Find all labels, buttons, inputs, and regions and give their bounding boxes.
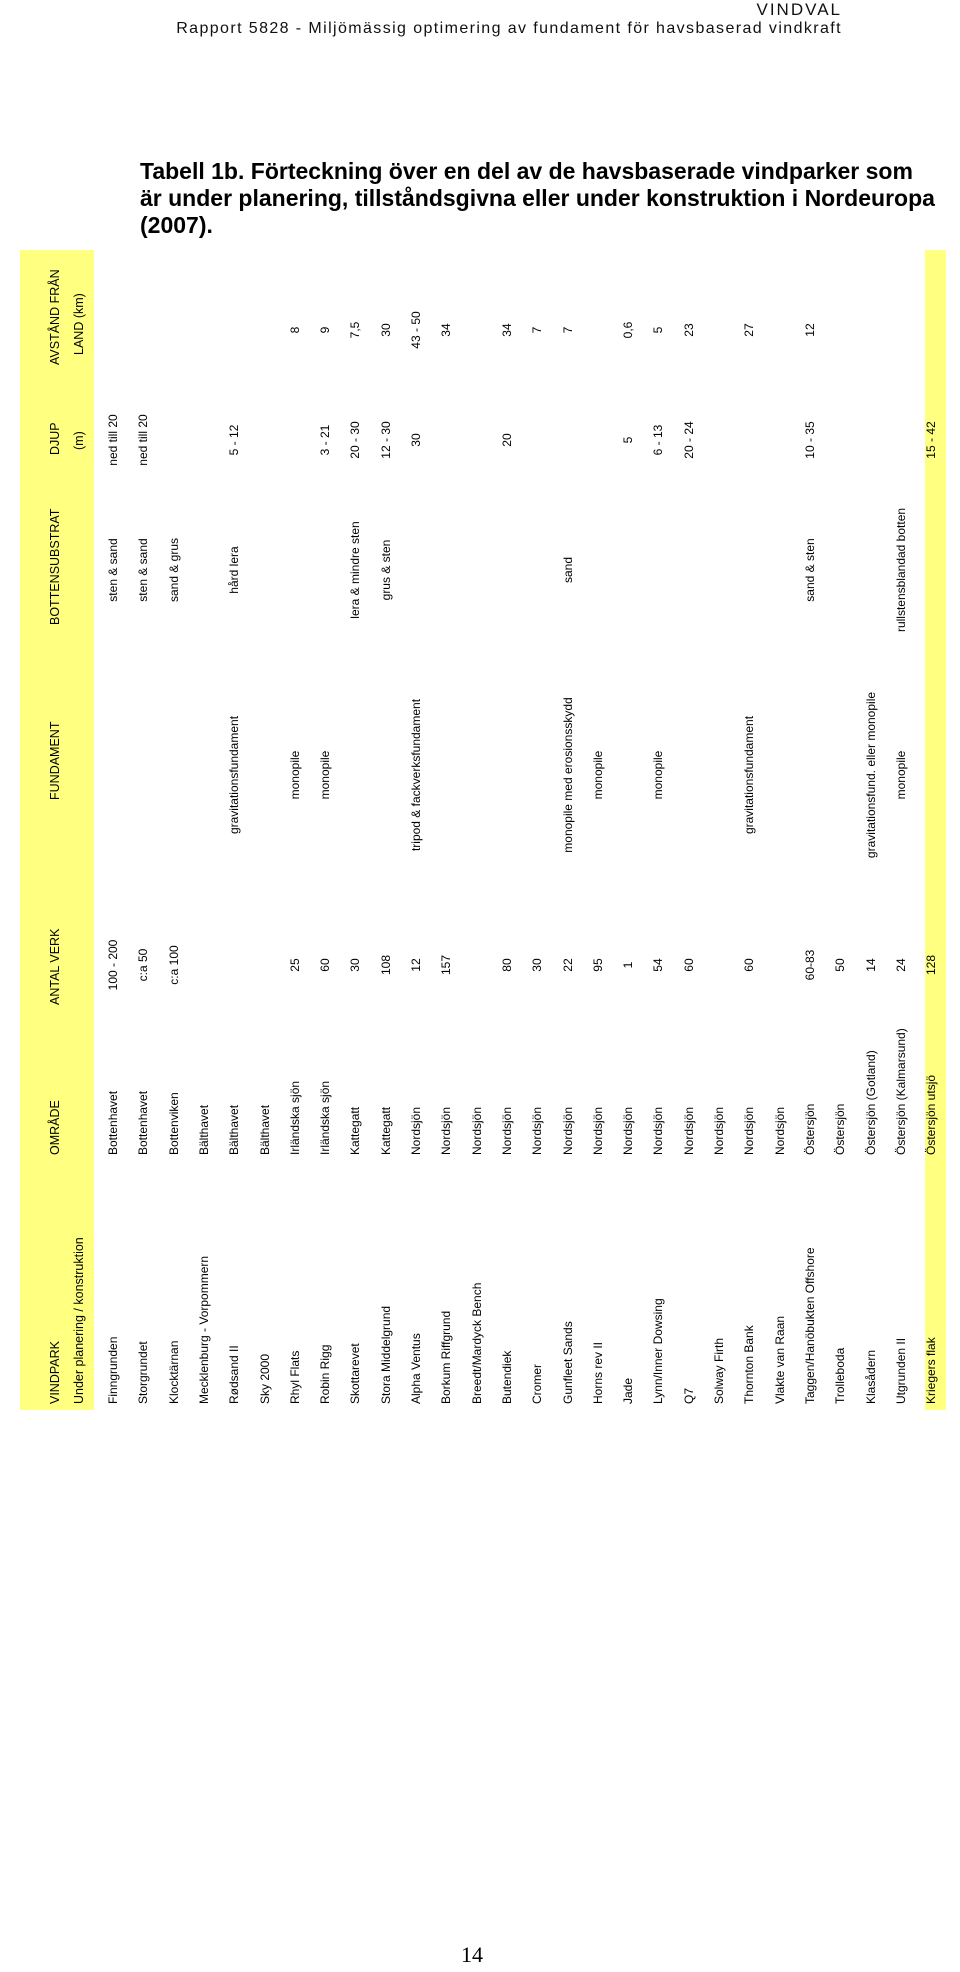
area-cell: Nordsjön [742, 1106, 757, 1155]
distance-cell: 5 [651, 326, 666, 334]
substrate-cell: rullstensblandad botten [893, 507, 908, 633]
substrate-cell: sand & grus [166, 537, 181, 603]
turbines-cell: 80 [499, 958, 514, 972]
substrate-cell: sand & sten [802, 538, 817, 602]
table-row [221, 250, 251, 1410]
park-cell: Finngrunden [106, 1336, 120, 1404]
foundation-cell: monopile med erosionsskydd [560, 697, 575, 853]
area-cell: Nordsjön [469, 1106, 484, 1155]
rotated-table [20, 250, 946, 1410]
area-cell: Bottenhavet [106, 1090, 120, 1155]
park-cell: Thornton Bank [742, 1325, 757, 1404]
park-cell: Rhyl Flats [287, 1350, 302, 1404]
turbines-cell: 25 [287, 958, 302, 972]
depth-cell: 20 [499, 433, 514, 447]
area-cell: Nordsjön [560, 1106, 575, 1155]
substrate-cell: sten & sand [136, 538, 151, 602]
table-row [373, 250, 403, 1410]
distance-cell: 0,6 [621, 321, 636, 339]
turbines-cell: 157 [439, 954, 454, 976]
park-cell: Sky 2000 [257, 1353, 272, 1404]
turbines-cell: c:a 50 [136, 948, 151, 982]
table-row [464, 250, 494, 1410]
park-cell: Klasådern [863, 1349, 878, 1404]
table-row [767, 250, 797, 1410]
distance-cell: 9 [318, 326, 333, 334]
depth-cell: 5 - 12 [227, 424, 242, 456]
table-row [676, 250, 706, 1410]
col-header-turbines: ANTAL VERK [48, 928, 62, 1005]
park-cell: Borkum Riffgrund [439, 1310, 454, 1404]
turbines-cell: 108 [378, 954, 393, 976]
area-cell: Bottenhavet [136, 1090, 151, 1155]
page-number: 14 [461, 1942, 483, 1967]
area-cell: Nordsjön [772, 1106, 787, 1155]
table-row [191, 250, 221, 1410]
park-cell: Butendiek [499, 1350, 514, 1404]
depth-cell: 20 - 24 [681, 421, 696, 459]
col-header-park: VINDPARK [48, 1341, 62, 1404]
col-header-distance: AVSTÅND FRÅN [48, 269, 62, 365]
table-row [888, 250, 918, 1410]
substrate-cell: sten & sand [106, 538, 120, 602]
area-cell: Östersjön [802, 1103, 817, 1155]
area-cell: Irländska sjön [287, 1080, 302, 1155]
table-row [645, 250, 675, 1410]
park-cell: Jade [621, 1377, 636, 1404]
distance-cell: 7,5 [348, 321, 363, 339]
depth-cell: 30 [409, 433, 423, 447]
park-cell: Solway Firth [712, 1337, 726, 1404]
col-header-substrate: BOTTENSUBSTRAT [48, 508, 62, 625]
distance-cell: 23 [681, 323, 696, 337]
table-row [555, 250, 585, 1410]
area-cell: Östersjön (Kalmarsund) [893, 1028, 908, 1155]
table-row [100, 250, 130, 1410]
foundation-cell: monopile [893, 750, 908, 800]
area-cell: Östersjön [833, 1103, 848, 1155]
distance-cell: 34 [499, 323, 514, 337]
area-cell: Nordsjön [530, 1106, 545, 1155]
col-header-foundation: FUNDAMENT [48, 721, 62, 800]
table-row [403, 250, 433, 1410]
area-cell: Irländska sjön [318, 1080, 333, 1155]
turbines-cell: 1 [621, 961, 636, 969]
park-cell: Q7 [681, 1387, 696, 1404]
turbines-cell: 60-83 [802, 949, 817, 981]
area-cell: Nordsjön [590, 1106, 605, 1155]
turbines-cell: 24 [893, 958, 908, 972]
depth-cell: 12 - 30 [378, 421, 393, 459]
turbines-cell: 22 [560, 958, 575, 972]
foundation-cell: tripod & fackverksfundament [409, 698, 423, 852]
table-row [252, 250, 282, 1410]
turbines-cell: 54 [651, 958, 666, 972]
table-row [615, 250, 645, 1410]
table-row [282, 250, 312, 1410]
park-cell: Horns rev II [590, 1341, 605, 1404]
col-header-area: OMRÅDE [48, 1100, 62, 1155]
area-cell: Nordsjön [712, 1106, 726, 1155]
table-row [130, 250, 160, 1410]
park-cell: Cromer [530, 1363, 545, 1404]
table-row [524, 250, 554, 1410]
turbines-cell: 50 [833, 958, 848, 972]
distance-cell: 30 [378, 323, 393, 337]
park-cell: Lynn/Inner Dowsing [651, 1298, 666, 1404]
table-row [858, 250, 888, 1410]
turbines-cell: 30 [348, 958, 363, 972]
depth-cell: 10 - 35 [802, 421, 817, 459]
table-row [494, 250, 524, 1410]
distance-cell: 7 [530, 326, 545, 334]
depth-cell: ned till 20 [136, 414, 151, 466]
table-row [706, 250, 736, 1410]
park-cell: Stora Middelgrund [378, 1305, 393, 1404]
turbines-cell: 30 [530, 958, 545, 972]
park-cell: Breedt/Mardyck Bench [469, 1282, 484, 1404]
report-title: Rapport 5828 - Miljömässig optimering av fundament för havsbaserad vindkraft [176, 20, 842, 37]
park-cell: Robin Rigg [318, 1344, 333, 1404]
col-header-distance-unit: LAND (km) [72, 293, 86, 355]
park-cell: Klocktärnan [166, 1340, 181, 1404]
park-cell: Gunfleet Sands [560, 1321, 575, 1404]
table-row [736, 250, 766, 1410]
foundation-cell: gravitationsfund. eller monopile [863, 691, 878, 859]
foundation-cell: monopile [287, 750, 302, 800]
foundation-cell: monopile [590, 750, 605, 800]
area-cell: Nordsjön [439, 1106, 454, 1155]
turbines-cell: 60 [318, 958, 333, 972]
substrate-cell: grus & sten [378, 539, 393, 601]
table-row [797, 250, 827, 1410]
area-cell: Bottenviken [166, 1092, 181, 1155]
col-header-depth-unit: (m) [72, 431, 86, 450]
area-cell: Kattegatt [378, 1106, 393, 1155]
section-label: Under planering / konstruktion [72, 1237, 86, 1404]
distance-cell: 43 - 50 [409, 311, 423, 349]
area-cell: Nordsjön [651, 1106, 666, 1155]
park-cell: Rødsand II [227, 1345, 242, 1404]
park-cell: Mecklenburg - Vorpommern [196, 1255, 211, 1404]
park-cell: Kriegers flak [924, 1337, 939, 1404]
distance-cell: 34 [439, 323, 454, 337]
turbines-cell: 60 [681, 958, 696, 972]
area-cell: Bälthavet [196, 1104, 211, 1155]
table-row [342, 250, 372, 1410]
foundation-cell: monopile [318, 750, 333, 800]
area-cell: Nordsjön [499, 1106, 514, 1155]
area-cell: Bälthavet [227, 1104, 242, 1155]
substrate-cell: lera & mindre sten [348, 521, 363, 619]
depth-cell: 6 - 13 [651, 424, 666, 456]
table-row [585, 250, 615, 1410]
depth-cell: 20 - 30 [348, 421, 363, 459]
area-cell: Nordsjön [681, 1106, 696, 1155]
park-cell: Storgrundet [136, 1341, 151, 1404]
substrate-cell: hård lera [227, 546, 242, 594]
col-header-depth: DJUP [48, 422, 62, 455]
area-cell: Bälthavet [257, 1104, 272, 1155]
distance-cell: 12 [802, 323, 817, 337]
report-series: VINDVAL [756, 0, 842, 19]
table-row [918, 250, 948, 1410]
turbines-cell: 14 [863, 958, 878, 972]
table-caption: Tabell 1b. Förteckning över en del av de havsbaserade vindparker som är under planering, tillståndsgivna eller under konstruktion i Nordeuropa (2007). [140, 158, 935, 238]
turbines-cell: 95 [590, 958, 605, 972]
area-cell: Östersjön (Gotland) [863, 1050, 878, 1155]
distance-cell: 8 [287, 326, 302, 334]
distance-cell: 27 [742, 323, 757, 337]
foundation-cell: gravitationsfundament [742, 715, 757, 835]
area-cell: Nordsjön [621, 1106, 636, 1155]
foundation-cell: gravitationsfundament [227, 715, 242, 835]
substrate-cell: sand [560, 556, 575, 584]
table-row [433, 250, 463, 1410]
park-cell: Utgrunden II [893, 1337, 908, 1404]
area-cell: Nordsjön [409, 1106, 423, 1155]
park-cell: Vlakte van Raan [772, 1315, 787, 1404]
foundation-cell: monopile [651, 750, 666, 800]
turbines-cell: 128 [924, 954, 939, 976]
park-cell: Alpha Ventus [409, 1333, 423, 1404]
depth-cell: 3 - 21 [318, 424, 333, 456]
depth-cell: 5 [621, 436, 636, 444]
turbines-cell: 60 [742, 958, 757, 972]
park-cell: Skottarevet [348, 1343, 363, 1404]
park-cell: Taggen/Hanöbukten Offshore [802, 1247, 817, 1404]
table-row [161, 250, 191, 1410]
turbines-cell: 100 - 200 [106, 939, 120, 991]
park-cell: Trolleboda [833, 1347, 848, 1404]
table-row [827, 250, 857, 1410]
turbines-cell: 12 [409, 958, 423, 972]
area-cell: Kattegatt [348, 1106, 363, 1155]
distance-cell: 7 [560, 326, 575, 334]
depth-cell: 15 - 42 [924, 421, 939, 459]
turbines-cell: c:a 100 [166, 945, 181, 985]
depth-cell: ned till 20 [106, 414, 120, 466]
area-cell: Östersjön utsjö [924, 1074, 939, 1155]
table-row [312, 250, 342, 1410]
